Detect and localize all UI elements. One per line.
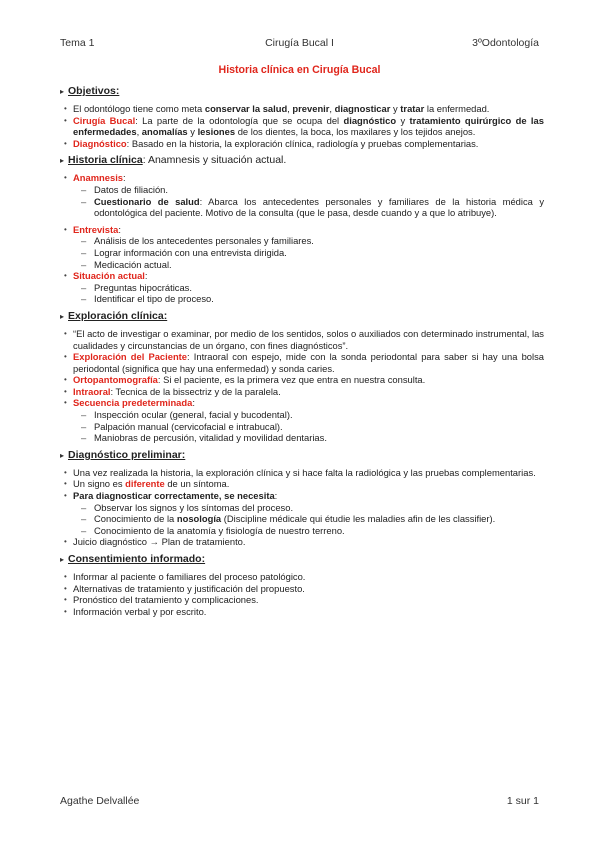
section-diagnostico [60, 449, 544, 548]
list-item: • Entrevista: – Análisis de los antecedentes personales y familiares. – Lograr información con una entrevista dirigida. – Medicación actual. [60, 224, 544, 270]
list-item: • Anamnesis: – Datos de filiación. – Cuestionario de salud: Abarca los antecedentes personales y familiares de la historia médica y odontológica del paciente. Motivo de la consulta (que le pasa, desde cuando y a que lo atribuye). [60, 172, 544, 218]
sub-list-item: – Identificar el tipo de proceso. [79, 293, 544, 305]
section-historia [60, 154, 544, 305]
list-item: • Pronóstico del tratamiento y complicaciones. [60, 594, 544, 606]
sub-list-item: – Datos de filiación. [79, 184, 544, 196]
triangle-right-icon: ▸ [60, 450, 65, 460]
sub-list-item: – Conocimiento de la nosología (Discipline médicale qui étudie les maladies afin de les classifier). [79, 513, 544, 525]
sub-list-item: – Lograr información con una entrevista dirigida. [79, 247, 544, 259]
document-title: Historia clínica en Cirugía Bucal [218, 64, 381, 76]
header-topic: Tema 1 [60, 37, 95, 49]
section-heading: ▸ Historia clínica: Anamnesis y situación actual. [60, 154, 287, 167]
section-objetivos [60, 85, 544, 149]
list-item: • El odontólogo tiene como meta conservar la salud, prevenir, diagnosticar y tratar la enfermedad. [60, 103, 544, 115]
page-header [60, 38, 539, 52]
consentimiento-list [60, 571, 544, 617]
list-item: • Un signo es diferente de un síntoma. [60, 478, 544, 490]
page-footer [60, 796, 539, 810]
list-item: • Para diagnosticar correctamente, se necesita: – Observar los signos y los síntomas del proceso. – Conocimiento de la nosología (Discipline médicale qui étudie les maladies afin de les classifier). – Conocimiento de la anatomía y fisiología de nuestro terreno. [60, 490, 544, 536]
list-item: • Ortopantomografía: Si el paciente, es la primera vez que entra en nuestra consulta. [60, 374, 544, 386]
list-item: • “El acto de investigar o examinar, por medio de los sentidos, solos o auxiliados con determinado instrumental, las cualidades y circunstancias de un órgano, con fines diagnósticos”. [60, 328, 544, 351]
page-number: 1 sur 1 [506, 795, 539, 807]
section-heading: ▸ Exploración clínica: [60, 309, 168, 322]
list-item: • Diagnóstico: Basado en la historia, la exploración clínica, radiología y pruebas complementarias. [60, 138, 544, 150]
section-heading: ▸ Consentimiento informado: [60, 553, 206, 565]
diagnostico-list [60, 467, 544, 548]
historia-list [60, 172, 544, 305]
list-item: • Cirugía Bucal: La parte de la odontología que se ocupa del diagnóstico y tratamiento quirúrgico de las enfermedades, anomalías y lesiones de los dientes, la boca, los maxilares y los tejidos anejos. [60, 115, 544, 138]
triangle-right-icon: ▸ [60, 87, 65, 96]
triangle-right-icon: ▸ [60, 555, 65, 564]
section-consentimiento [60, 553, 544, 617]
sub-list-item: – Preguntas hipocráticas. [79, 282, 544, 294]
list-item: • Una vez realizada la historia, la exploración clínica y si hace falta la radiológica y las pruebas complementarias. [60, 467, 544, 479]
sub-list-item: – Cuestionario de salud: Abarca los antecedentes personales y familiares de la historia médica y odontológica del paciente. Motivo de la consulta (que le pasa, desde cuando y a que lo atribuye). [79, 196, 544, 219]
section-heading: ▸ Diagnóstico preliminar: [60, 448, 186, 461]
sub-list-item: – Maniobras de percusión, vitalidad y movilidad dentarias. [79, 432, 544, 444]
header-subject: Cirugía Bucal I [265, 37, 334, 49]
list-item: • Alternativas de tratamiento y justificación del propuesto. [60, 583, 544, 595]
list-item: • Exploración del Paciente: Intraoral con espejo, mide con la sonda periodontal para saber si hay una bolsa periodontal (significa que hay una enfermedad) y sonda caries. [60, 351, 544, 374]
sub-list-item: – Observar los signos y los síntomas del proceso. [79, 502, 544, 514]
objetivos-list [60, 103, 544, 149]
header-course: 3ºOdontología [472, 37, 539, 49]
sub-list-item: – Conocimiento de la anatomía y fisiología de nuestro terreno. [79, 525, 544, 537]
footer-author: Agathe Delvallée [60, 795, 140, 807]
triangle-right-icon: ▸ [60, 156, 65, 166]
list-item: • Intraoral: Tecnica de la bissectriz y de la paralela. [60, 386, 544, 398]
section-heading: ▸ Objetivos: [60, 85, 120, 97]
list-item: • Secuencia predeterminada: – Inspección ocular (general, facial y bucodental). – Palpación manual (cervicofacial e intrabucal). – Maniobras de percusión, vitalidad y movilidad dentarias. [60, 397, 544, 443]
list-item: • Situación actual: – Preguntas hipocráticas. – Identificar el tipo de proceso. [60, 270, 544, 305]
sub-list-item: – Análisis de los antecedentes personales y familiares. [79, 235, 544, 247]
list-item: • Informar al paciente o familiares del proceso patológico. [60, 571, 544, 583]
list-item: • Información verbal y por escrito. [60, 606, 544, 618]
document-body [60, 85, 544, 622]
sub-list-item: – Medicación actual. [79, 259, 544, 271]
exploracion-list [60, 328, 544, 444]
sub-list-item: – Palpación manual (cervicofacial e intrabucal). [79, 421, 544, 433]
list-item: • Juicio diagnóstico → Plan de tratamiento. [60, 536, 544, 548]
section-exploracion [60, 310, 544, 444]
sub-list-item: – Inspección ocular (general, facial y bucodental). [79, 409, 544, 421]
triangle-right-icon: ▸ [60, 311, 65, 321]
